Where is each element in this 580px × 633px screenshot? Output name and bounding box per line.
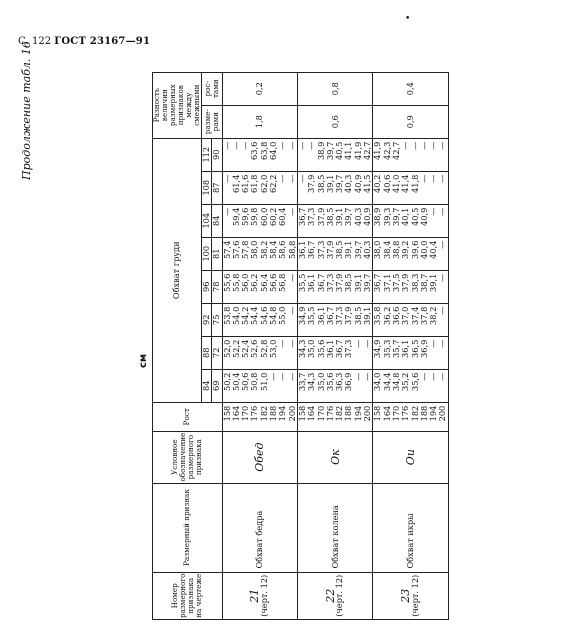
row-symbol: Oбед (222, 431, 297, 483)
col-chest: Обхват груди (153, 138, 202, 402)
chest-value: 84 (202, 369, 212, 402)
row-feature: Обхват бедра (222, 483, 297, 572)
value-column: 34,9 35,3 35,7 36,1 36,5 36,9 — — (373, 336, 448, 369)
row-heights: 158 164 170 176 182 188 194 200 (373, 402, 448, 431)
hips-value: 87 (212, 171, 222, 204)
table-row (297, 72, 372, 619)
value-column: 36,7 37,3 37,9 38,5 39,1 39,7 40,3 40,9 (297, 204, 372, 237)
table-row (373, 72, 448, 619)
chest-value: 112 (202, 138, 212, 171)
page-header (18, 36, 150, 47)
row-num-value: 22 (323, 588, 337, 603)
row-number (222, 572, 297, 619)
value-column: 38,9 39,3 39,7 40,1 40,5 40,9 — — (373, 204, 448, 237)
standard-title: ГОСТ 23167—91 (54, 36, 151, 47)
hips-value: 81 (212, 237, 222, 270)
col-symbol: Условное обозначение размерного признака (153, 431, 223, 483)
page-number: С. 122 (18, 36, 52, 47)
diff-d_size: 0,6 (297, 105, 372, 138)
value-column: 57,4 57,6 57,8 58,0 58,2 58,4 58,6 58,8 (222, 237, 297, 270)
row-ref: (черт. 12) (334, 574, 345, 617)
hips-value: 78 (212, 270, 222, 303)
row-num-value: 23 (399, 588, 413, 603)
col-height: Рост (153, 402, 223, 431)
chest-value: 92 (202, 303, 212, 336)
value-column: — 59,4 59,6 59,8 60,0 60,2 60,4 — (222, 204, 297, 237)
col-feature: Размерный признак (153, 483, 223, 572)
chest-value: 100 (202, 237, 212, 270)
value-column: 33,7 34,3 35,0 35,6 36,3 36,9 — — (297, 369, 372, 402)
chest-value: 104 (202, 204, 212, 237)
table-header-row (153, 72, 202, 619)
value-column: — 61,4 61,6 61,8 62,0 62,2 — — (222, 171, 297, 204)
row-symbol: Oк (297, 431, 372, 483)
chest-value: 88 (202, 336, 212, 369)
diff-d_size: 0,9 (373, 105, 448, 138)
value-column: 34,3 35,0 35,6 36,1 36,7 37,3 — — (297, 336, 372, 369)
diff-d_size: 1,8 (222, 105, 297, 138)
value-column: 50,2 50,4 50,6 50,8 51,0 — — — (222, 369, 297, 402)
col-diff: Разность величин размерных признаков между смежными (153, 72, 202, 138)
value-column: — 37,9 38,5 39,1 39,7 40,3 40,9 41,5 (297, 171, 372, 204)
table-row (222, 72, 297, 619)
value-column: 52,0 52,2 52,4 52,6 52,8 53,0 — — (222, 336, 297, 369)
diff-diff_heights: рос-тами (202, 72, 223, 105)
row-ref: (черт. 12) (258, 574, 269, 617)
diff-d_height: 0,4 (373, 72, 448, 105)
mark: • (405, 14, 411, 24)
row-heights: 158 164 170 176 182 188 194 200 (297, 402, 372, 431)
measurements-table (152, 72, 449, 620)
value-column: — — 38,9 39,7 40,5 41,1 41,9 42,7 (297, 138, 372, 171)
row-feature: Обхват икры (373, 483, 448, 572)
value-column: 35,5 36,1 36,7 37,3 37,9 38,5 39,1 39,7 (297, 270, 372, 303)
value-column: 41,9 42,3 42,7 — — — — — (373, 138, 448, 171)
value-column: 40,2 40,6 41,0 41,4 41,8 — — — (373, 171, 448, 204)
value-column: 38,0 38,4 38,8 39,2 39,6 40,0 40,4 — (373, 237, 448, 270)
value-column: 53,8 54,0 54,2 54,4 54,6 54,8 55,0 — (222, 303, 297, 336)
chest-value: 96 (202, 270, 212, 303)
diff-d_height: 0,8 (297, 72, 372, 105)
value-column: 36,1 36,7 37,3 37,9 38,5 39,1 39,7 40,3 (297, 237, 372, 270)
hips-value: 84 (212, 204, 222, 237)
value-column: 34,9 35,5 36,1 36,7 37,3 37,9 38,5 39,1 (297, 303, 372, 336)
diff-d_height: 0,2 (222, 72, 297, 105)
value-column: 35,8 36,2 36,6 37,0 37,4 37,8 38,2 — (373, 303, 448, 336)
hips-value: 69 (212, 369, 222, 402)
hips-value: 90 (212, 138, 222, 171)
row-number (373, 572, 448, 619)
hips-value: 72 (212, 336, 222, 369)
row-number (297, 572, 372, 619)
unit-label: см (138, 353, 149, 368)
row-ref: (черт. 12) (409, 574, 420, 617)
hips-value: 75 (212, 303, 222, 336)
table-caption: Продолжение табл. 16 (20, 41, 33, 180)
row-symbol: Oи (373, 431, 448, 483)
diff-diff_sizes: разме-рами (202, 105, 223, 138)
col-num: Номер размерного признака на чертеже (153, 572, 223, 619)
value-column: 34,0 34,4 34,8 35,2 35,6 — — — (373, 369, 448, 402)
value-column: 55,6 55,8 56,0 56,2 56,4 56,6 56,8 — (222, 270, 297, 303)
value-column: — — — 63,6 63,8 64,0 — — (222, 138, 297, 171)
row-num-value: 21 (248, 588, 262, 603)
row-heights: 158 164 170 176 182 188 194 200 (222, 402, 297, 431)
row-feature: Обхват колена (297, 483, 372, 572)
chest-value: 108 (202, 171, 212, 204)
value-column: 36,7 37,1 37,5 37,9 38,3 38,7 39,1 — (373, 270, 448, 303)
